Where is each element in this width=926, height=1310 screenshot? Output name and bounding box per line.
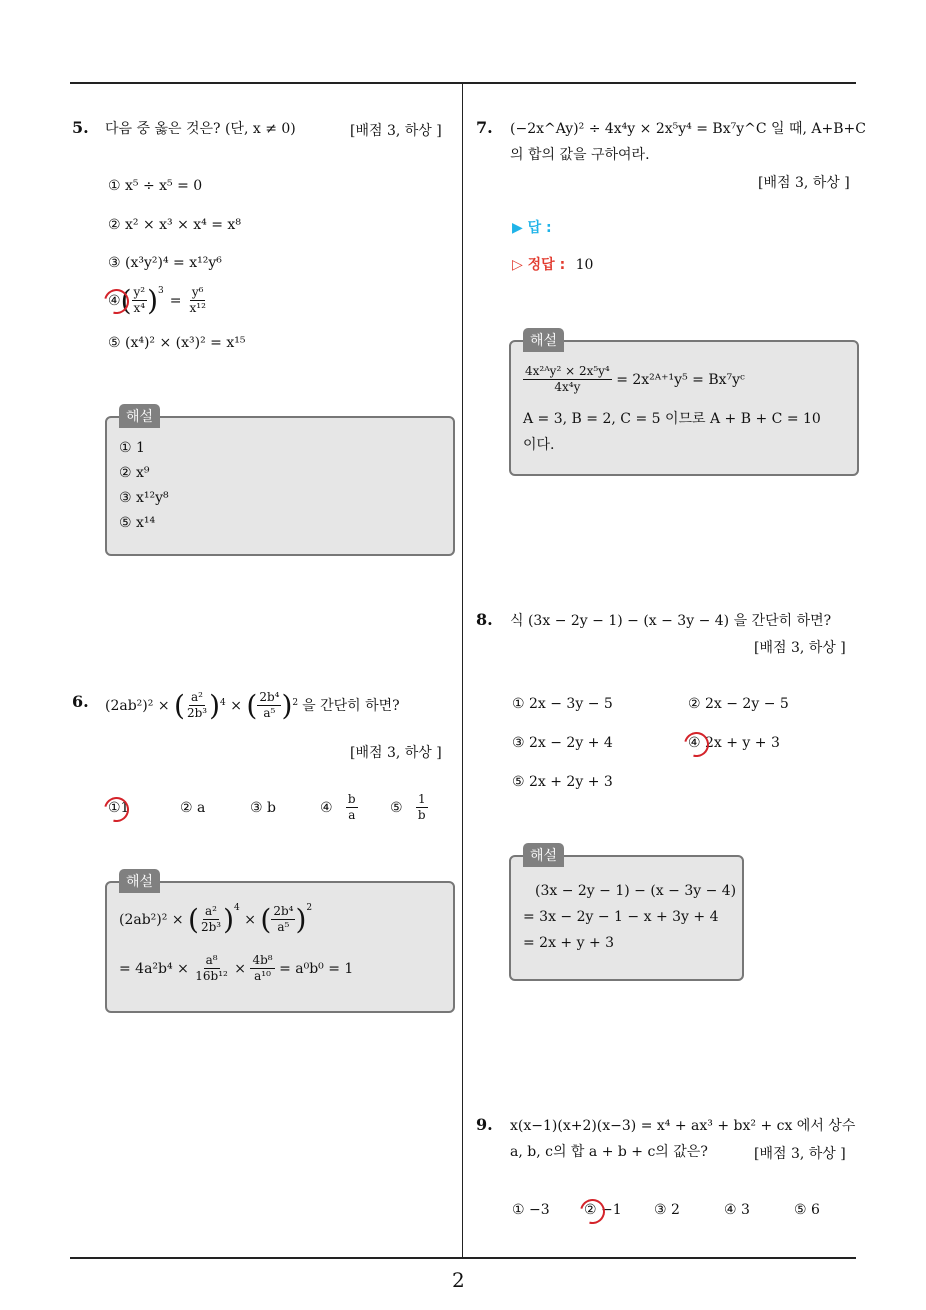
denominator: 16b¹²	[195, 969, 228, 983]
expr-term: (2ab²)² ×	[119, 911, 188, 928]
q9-option-1[interactable]: ① −3	[512, 1202, 550, 1218]
q9-option-4[interactable]: ④ 3	[724, 1202, 750, 1218]
q6-solution-line-2	[119, 953, 353, 984]
answer-mark-circle	[99, 792, 133, 826]
denominator: a	[348, 808, 356, 822]
denominator: a¹⁰	[254, 969, 271, 983]
q9-option-3[interactable]: ③ 2	[654, 1202, 680, 1218]
times: ×	[229, 960, 251, 977]
fraction	[250, 953, 274, 984]
numerator: 4x²ᴬy² × 2x⁵y⁴	[525, 364, 610, 378]
q5-solution-line: ③ x¹²y⁸	[119, 490, 169, 506]
bottom-rule	[70, 1257, 856, 1259]
q5-option-3[interactable]: ③ (x³y²)⁴ = x¹²y⁶	[108, 255, 222, 271]
q7-solution-line-2: A = 3, B = 2, C = 5 이므로 A + B + C = 10	[523, 411, 821, 427]
q6-option-2[interactable]: ② a	[180, 800, 206, 816]
q8-option-4[interactable]: ④ 2x + y + 3	[688, 735, 780, 751]
exponent: 2	[306, 903, 313, 913]
expr-term: (2ab²)² ×	[105, 697, 174, 714]
q5-solution-line: ① 1	[119, 440, 145, 456]
q7-stem-line-2: 의 합의 값을 구하여라.	[510, 147, 650, 163]
page-number: 2	[452, 1268, 465, 1292]
times: ×	[225, 697, 247, 714]
q6-option-3[interactable]: ③ b	[250, 800, 276, 816]
option-label: ⑤	[390, 799, 403, 816]
numerator: y⁶	[191, 285, 204, 299]
numerator: a²	[191, 690, 203, 704]
q6-option-1[interactable]: ①1	[108, 800, 130, 816]
q8-option-5[interactable]: ⑤ 2x + 2y + 3	[512, 774, 613, 790]
paren: (	[174, 688, 185, 722]
q8-solution-line: (3x − 2y − 1) − (x − 3y − 4)	[535, 883, 737, 899]
q6-option-5[interactable]	[390, 792, 428, 823]
numerator: b	[347, 792, 356, 806]
exponent: 2	[292, 698, 299, 708]
numerator: 2b⁴	[273, 904, 294, 918]
q8-solution-line: = 3x − 2y − 1 − x + 3y + 4	[523, 909, 719, 925]
q8-option-1[interactable]: ① 2x − 3y − 5	[512, 696, 613, 712]
top-rule	[70, 82, 856, 84]
q6-score: [배점 3, 하상 ]	[350, 745, 442, 761]
fraction	[271, 904, 295, 935]
numerator: a⁸	[205, 953, 218, 967]
correct-value: 10	[575, 257, 594, 273]
q5-solution-line: ② x⁹	[119, 465, 150, 481]
paren: (	[120, 284, 132, 317]
fraction	[199, 904, 223, 935]
denominator: x⁴	[133, 301, 146, 315]
q5-number: 5.	[72, 118, 89, 137]
answer-mark-circle	[679, 727, 713, 761]
numerator: 1	[417, 792, 426, 806]
q8-option-2[interactable]: ② 2x − 2y − 5	[688, 696, 789, 712]
q8-number: 8.	[476, 610, 493, 629]
q5-opt4-lhs	[132, 285, 148, 316]
q6-solution-line-1	[119, 903, 312, 936]
exponent: 3	[158, 286, 164, 296]
q8-score: [배점 3, 하상 ]	[754, 640, 846, 656]
fraction	[257, 690, 281, 721]
q7-score: [배점 3, 하상 ]	[758, 175, 850, 191]
q8-stem: 식 (3x − 2y − 1) − (x − 3y − 4) 을 간단히 하면?	[510, 613, 832, 629]
q8-solution-line: = 2x + y + 3	[523, 935, 615, 951]
q5-solution-box	[105, 409, 455, 556]
q5-option-4-label: ④	[108, 292, 121, 309]
q9-stem-line-2: a, b, c의 합 a + b + c의 값은?	[510, 1144, 708, 1160]
paren: )	[209, 688, 221, 722]
paren: )	[223, 903, 235, 936]
q6-stem-tail: 을 간단히 하면?	[302, 697, 400, 714]
numerator: y²	[133, 285, 146, 299]
fraction	[193, 953, 230, 984]
q5-stem: 다음 중 옳은 것은? (단, x ≠ 0)	[105, 121, 296, 137]
q9-option-5[interactable]: ⑤ 6	[794, 1202, 820, 1218]
paren: (	[260, 903, 272, 936]
q8-solution-box	[509, 848, 744, 981]
q9-stem-line-1: x(x−1)(x+2)(x−3) = x⁴ + ax³ + bx² + cx 에서 상수	[510, 1118, 856, 1134]
column-divider	[462, 83, 463, 1259]
q7-number: 7.	[476, 118, 493, 137]
q9-option-2[interactable]: ② −1	[584, 1202, 622, 1218]
paren: (	[246, 688, 258, 722]
exponent: 4	[220, 698, 226, 708]
denominator: 4x⁴y	[554, 380, 581, 394]
q9-number: 9.	[476, 1115, 493, 1134]
numerator: a²	[205, 904, 217, 918]
expr-term: = a⁰b⁰ = 1	[279, 960, 354, 977]
denominator: x¹²	[189, 301, 206, 315]
numerator: 4b⁸	[252, 953, 273, 967]
q7-stem-line-1: (−2x^Ay)² ÷ 4x⁴y × 2x⁵y⁴ = Bx⁷y^C 일 때, A+B+C	[510, 121, 866, 137]
q6-option-4[interactable]	[320, 792, 358, 823]
q7-solution-box	[509, 333, 859, 476]
equals: =	[169, 292, 182, 309]
q5-score: [배점 3, 하상 ]	[350, 123, 442, 139]
denominator: 2b³	[186, 706, 208, 720]
q5-option-2[interactable]: ② x² × x³ × x⁴ = x⁸	[108, 217, 241, 233]
q5-option-1[interactable]: ① x⁵ ÷ x⁵ = 0	[108, 178, 203, 194]
solution-tab: 해설	[523, 843, 564, 867]
q6-number: 6.	[72, 692, 89, 711]
q8-option-3[interactable]: ③ 2x − 2y + 4	[512, 735, 613, 751]
paren: )	[281, 688, 293, 722]
denominator: b	[417, 808, 426, 822]
fraction	[523, 364, 612, 395]
q7-answer-label: ▶ 답 :	[512, 220, 552, 236]
fraction	[416, 792, 428, 823]
denominator: a⁵	[277, 920, 290, 934]
solution-tab: 해설	[119, 404, 160, 428]
solution-tab: 해설	[119, 869, 160, 893]
option-label: ④	[320, 799, 333, 816]
solution-tab: 해설	[523, 328, 564, 352]
expr-term: = 2x²ᴬ⁺¹y⁵ = Bx⁷yᶜ	[616, 371, 745, 388]
paren: (	[188, 903, 199, 936]
q5-option-5[interactable]: ⑤ (x⁴)² × (x³)² = x¹⁵	[108, 335, 246, 351]
q6-solution-box	[105, 874, 455, 1013]
q5-opt4-rhs	[188, 285, 208, 316]
expr-term: = 4a²b⁴ ×	[119, 960, 189, 977]
numerator: 2b⁴	[259, 690, 280, 704]
times: ×	[239, 911, 261, 928]
q7-correct-answer	[512, 254, 593, 274]
answer-mark-circle	[575, 1194, 609, 1228]
paren: )	[295, 903, 307, 936]
fraction	[346, 792, 358, 823]
q7-solution-line-1	[523, 364, 745, 395]
q6-stem	[105, 690, 400, 721]
exponent: 4	[234, 903, 240, 913]
q5-solution-line: ⑤ x¹⁴	[119, 515, 156, 531]
paren: )	[147, 284, 159, 317]
denominator: a⁵	[263, 706, 276, 720]
q7-solution-line-3: 이다.	[523, 437, 555, 453]
fraction	[185, 690, 209, 721]
q9-score: [배점 3, 하상 ]	[754, 1146, 846, 1162]
correct-label: ▷ 정답 :	[512, 257, 566, 273]
denominator: 2b³	[200, 920, 222, 934]
